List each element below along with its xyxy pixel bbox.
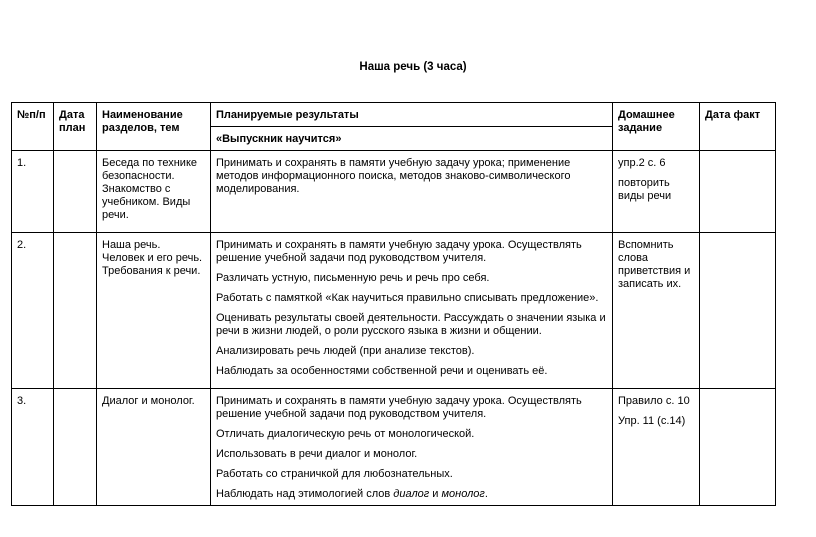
homework-item: повторить виды речи bbox=[618, 177, 672, 202]
header-homework: Домашнее задание bbox=[613, 103, 700, 151]
term-monolog: монолог bbox=[441, 488, 485, 500]
result-item: Работать с памяткой «Как научиться правильно списывать предложение». bbox=[216, 292, 599, 304]
row-homework bbox=[613, 151, 700, 233]
row-num: 2. bbox=[12, 233, 54, 389]
row-num: 1. bbox=[12, 151, 54, 233]
result-text: Наблюдать над этимологией слов bbox=[216, 488, 394, 500]
table-row bbox=[12, 233, 776, 389]
row-date-fact bbox=[700, 151, 776, 233]
row-section: Диалог и монолог. bbox=[97, 389, 211, 506]
result-text: . bbox=[484, 488, 488, 500]
header-planned-results: Планируемые результаты bbox=[211, 103, 613, 127]
row-section: Наша речь. Человек и его речь. Требования к речи. bbox=[97, 233, 211, 389]
row-homework bbox=[613, 389, 700, 506]
page-title: Наша речь (3 часа) bbox=[359, 61, 467, 73]
row-num: 3. bbox=[12, 389, 54, 506]
table-header-row bbox=[12, 103, 776, 127]
row-results bbox=[211, 151, 613, 233]
result-item: Принимать и сохранять в памяти учебную задачу урока. Осуществлять решение учебной задачи под руководством учителя. bbox=[216, 395, 582, 420]
row-results bbox=[211, 233, 613, 389]
lesson-plan-table bbox=[11, 102, 776, 506]
table-row bbox=[12, 389, 776, 506]
result-item: Отличать диалогическую речь от монологической. bbox=[216, 428, 475, 440]
row-results bbox=[211, 389, 613, 506]
row-date-fact bbox=[700, 389, 776, 506]
result-item: Принимать и сохранять в памяти учебную задачу урока; применение методов информационного поиска, методов знаково-символического моделирования. bbox=[216, 157, 571, 195]
result-item: Наблюдать за особенностями собственной речи и оценивать её. bbox=[216, 365, 548, 377]
result-item bbox=[216, 488, 607, 501]
result-item: Различать устную, письменную речь и речь про себя. bbox=[216, 272, 490, 284]
header-date-plan: Дата план bbox=[54, 103, 97, 151]
result-item: Оценивать результаты своей деятельности. Рассуждать о значении языка и речи в жизни людей, о роли русского языка в жизни и общении. bbox=[216, 312, 606, 337]
result-item: Принимать и сохранять в памяти учебную задачу урока. Осуществлять решение учебной задачи под руководством учителя. bbox=[216, 239, 582, 264]
homework-item: упр.2 с. 6 bbox=[618, 157, 666, 169]
homework-item: Вспомнить слова приветствия и записать их. bbox=[618, 239, 691, 290]
result-item: Использовать в речи диалог и монолог. bbox=[216, 448, 418, 460]
header-num: №п/п bbox=[12, 103, 54, 151]
result-text: и bbox=[429, 488, 442, 500]
result-item: Анализировать речь людей (при анализе текстов). bbox=[216, 345, 475, 357]
row-homework bbox=[613, 233, 700, 389]
homework-item: Упр. 11 (с.14) bbox=[618, 415, 686, 427]
row-date-plan bbox=[54, 389, 97, 506]
header-section-name: Наименование разделов, тем bbox=[97, 103, 211, 151]
homework-item: Правило с. 10 bbox=[618, 395, 690, 407]
header-graduate-will-learn: «Выпускник научится» bbox=[211, 127, 613, 151]
row-date-fact bbox=[700, 233, 776, 389]
row-section: Беседа по технике безопасности. Знакомство с учебником. Виды речи. bbox=[97, 151, 211, 233]
term-dialog: диалог bbox=[393, 488, 430, 500]
header-date-fact: Дата факт bbox=[700, 103, 776, 151]
result-item: Работать со страничкой для любознательных. bbox=[216, 468, 453, 480]
row-date-plan bbox=[54, 151, 97, 233]
table-row bbox=[12, 151, 776, 233]
row-date-plan bbox=[54, 233, 97, 389]
